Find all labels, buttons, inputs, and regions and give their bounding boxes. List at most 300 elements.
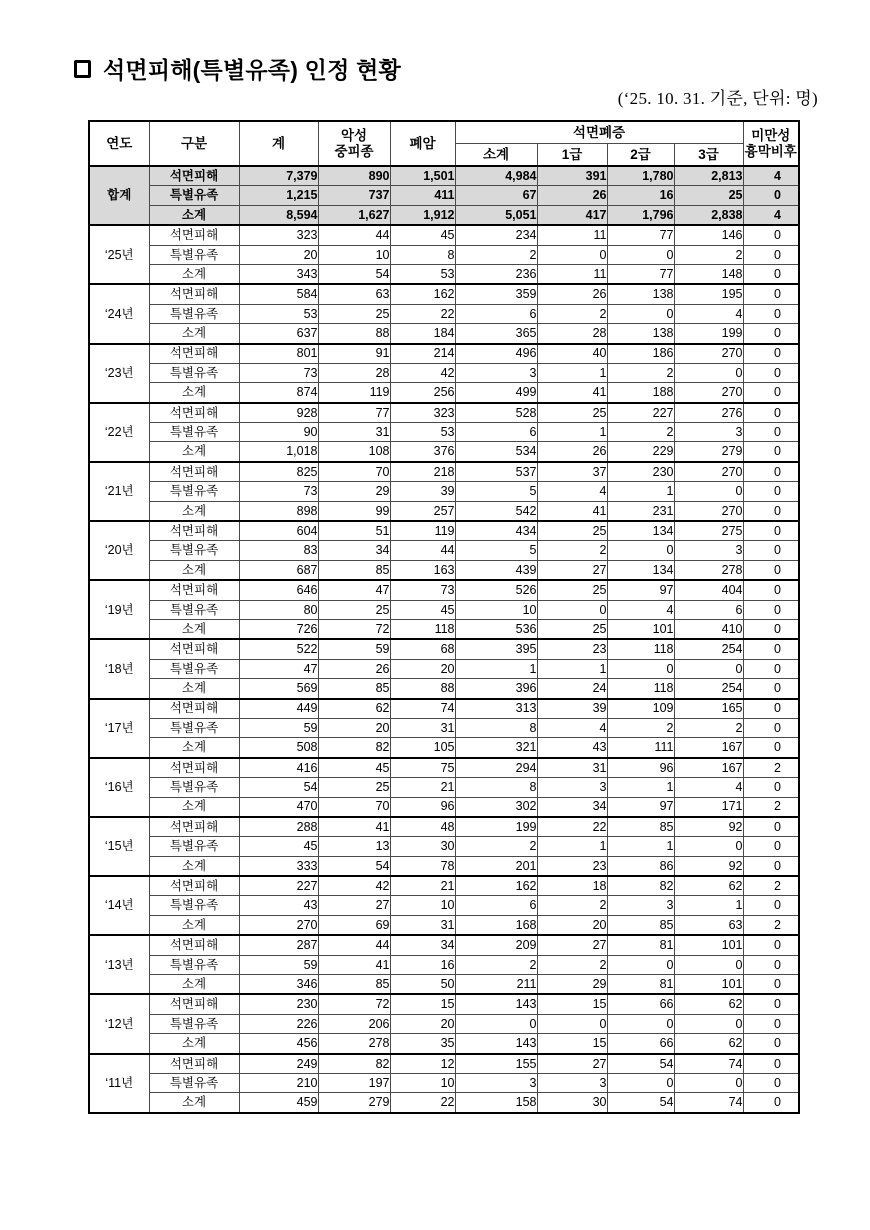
table-row xyxy=(89,738,799,758)
value-cell: 3 xyxy=(537,778,607,797)
value-cell: 1,912 xyxy=(390,205,455,225)
value-cell: 23 xyxy=(537,639,607,659)
value-cell: 496 xyxy=(455,344,537,364)
value-cell: 54 xyxy=(318,856,390,876)
value-cell: 75 xyxy=(390,758,455,778)
value-cell: 0 xyxy=(674,837,743,856)
year-cell: ‘18년 xyxy=(89,639,149,698)
value-cell: 0 xyxy=(607,245,674,264)
value-cell: 278 xyxy=(674,560,743,580)
value-cell: 0 xyxy=(674,363,743,382)
value-cell: 10 xyxy=(318,245,390,264)
value-cell: 42 xyxy=(390,363,455,382)
value-cell: 288 xyxy=(239,817,318,837)
value-cell: 201 xyxy=(455,856,537,876)
value-cell: 118 xyxy=(607,679,674,699)
value-cell: 62 xyxy=(674,1034,743,1054)
table-row xyxy=(89,245,799,264)
value-cell: 4,984 xyxy=(455,166,537,186)
value-cell: 27 xyxy=(537,560,607,580)
asbestos-recognition-table xyxy=(88,120,800,1114)
value-cell: 3 xyxy=(607,896,674,915)
value-cell: 321 xyxy=(455,738,537,758)
category-cell: 특별유족 xyxy=(149,186,239,205)
value-cell: 26 xyxy=(318,659,390,678)
value-cell: 44 xyxy=(318,935,390,955)
value-cell: 77 xyxy=(607,225,674,245)
value-cell: 59 xyxy=(239,718,318,737)
category-cell: 특별유족 xyxy=(149,659,239,678)
value-cell: 15 xyxy=(537,1034,607,1054)
value-cell: 43 xyxy=(537,738,607,758)
value-cell: 162 xyxy=(455,876,537,896)
value-cell: 118 xyxy=(390,619,455,639)
value-cell: 199 xyxy=(455,817,537,837)
value-cell: 21 xyxy=(390,778,455,797)
value-cell: 62 xyxy=(674,994,743,1014)
header-row-top xyxy=(89,121,799,144)
value-cell: 0 xyxy=(607,304,674,323)
header-asbestosis-group: 석면폐증 xyxy=(455,121,743,144)
page-title: 석면피해(특별유족) 인정 현황 xyxy=(103,57,401,83)
value-cell: 53 xyxy=(390,423,455,442)
value-cell: 1 xyxy=(537,363,607,382)
table-row xyxy=(89,166,799,186)
value-cell: 230 xyxy=(607,462,674,482)
value-cell: 53 xyxy=(390,264,455,284)
year-cell: ‘24년 xyxy=(89,284,149,343)
category-cell: 석면피해 xyxy=(149,284,239,304)
value-cell: 0 xyxy=(743,837,799,856)
value-cell: 3 xyxy=(674,423,743,442)
header-pleural-line2: 흉막비후 xyxy=(744,143,797,159)
value-cell: 825 xyxy=(239,462,318,482)
value-cell: 0 xyxy=(743,718,799,737)
header-pleural-thickening xyxy=(743,121,799,166)
value-cell: 0 xyxy=(743,975,799,995)
table-row xyxy=(89,580,799,600)
value-cell: 101 xyxy=(674,975,743,995)
table-row xyxy=(89,619,799,639)
table-row xyxy=(89,659,799,678)
value-cell: 82 xyxy=(318,738,390,758)
value-cell: 21 xyxy=(390,876,455,896)
value-cell: 54 xyxy=(607,1054,674,1074)
value-cell: 6 xyxy=(455,423,537,442)
value-cell: 25 xyxy=(318,600,390,619)
value-cell: 333 xyxy=(239,856,318,876)
value-cell: 45 xyxy=(239,837,318,856)
value-cell: 108 xyxy=(318,442,390,462)
value-cell: 88 xyxy=(318,324,390,344)
value-cell: 0 xyxy=(743,245,799,264)
value-cell: 91 xyxy=(318,344,390,364)
value-cell: 726 xyxy=(239,619,318,639)
value-cell: 66 xyxy=(607,994,674,1014)
value-cell: 236 xyxy=(455,264,537,284)
value-cell: 82 xyxy=(607,876,674,896)
value-cell: 66 xyxy=(607,1034,674,1054)
table-row xyxy=(89,344,799,364)
value-cell: 26 xyxy=(537,442,607,462)
value-cell: 199 xyxy=(674,324,743,344)
table-row xyxy=(89,324,799,344)
value-cell: 20 xyxy=(390,1014,455,1033)
value-cell: 26 xyxy=(537,284,607,304)
value-cell: 2 xyxy=(743,876,799,896)
table-row xyxy=(89,1054,799,1074)
value-cell: 4 xyxy=(743,205,799,225)
category-cell: 석면피해 xyxy=(149,225,239,245)
table-row xyxy=(89,699,799,719)
category-cell: 소계 xyxy=(149,264,239,284)
value-cell: 15 xyxy=(537,994,607,1014)
value-cell: 0 xyxy=(743,403,799,423)
value-cell: 22 xyxy=(390,1093,455,1113)
value-cell: 0 xyxy=(743,363,799,382)
header-lung-cancer: 폐암 xyxy=(390,121,455,166)
value-cell: 0 xyxy=(743,817,799,837)
value-cell: 16 xyxy=(390,955,455,974)
table-row xyxy=(89,205,799,225)
value-cell: 0 xyxy=(743,994,799,1014)
table-row xyxy=(89,758,799,778)
value-cell: 211 xyxy=(455,975,537,995)
value-cell: 96 xyxy=(607,758,674,778)
value-cell: 118 xyxy=(607,639,674,659)
value-cell: 411 xyxy=(390,186,455,205)
value-cell: 8,594 xyxy=(239,205,318,225)
value-cell: 313 xyxy=(455,699,537,719)
value-cell: 0 xyxy=(743,1034,799,1054)
category-cell: 특별유족 xyxy=(149,541,239,560)
table-row xyxy=(89,896,799,915)
value-cell: 97 xyxy=(607,580,674,600)
category-cell: 석면피해 xyxy=(149,462,239,482)
category-cell: 특별유족 xyxy=(149,1073,239,1092)
value-cell: 343 xyxy=(239,264,318,284)
category-cell: 석면피해 xyxy=(149,935,239,955)
value-cell: 0 xyxy=(743,225,799,245)
value-cell: 26 xyxy=(537,186,607,205)
value-cell: 48 xyxy=(390,817,455,837)
value-cell: 23 xyxy=(537,856,607,876)
value-cell: 101 xyxy=(607,619,674,639)
value-cell: 254 xyxy=(674,639,743,659)
value-cell: 30 xyxy=(537,1093,607,1113)
table-row xyxy=(89,501,799,521)
value-cell: 68 xyxy=(390,639,455,659)
table-row xyxy=(89,264,799,284)
category-cell: 석면피해 xyxy=(149,521,239,541)
value-cell: 15 xyxy=(390,994,455,1014)
value-cell: 41 xyxy=(537,383,607,403)
value-cell: 5,051 xyxy=(455,205,537,225)
value-cell: 0 xyxy=(607,541,674,560)
value-cell: 1,215 xyxy=(239,186,318,205)
header-asbestosis-grade2: 2급 xyxy=(607,144,674,167)
value-cell: 359 xyxy=(455,284,537,304)
value-cell: 3 xyxy=(537,1073,607,1092)
value-cell: 88 xyxy=(390,679,455,699)
value-cell: 39 xyxy=(390,482,455,501)
value-cell: 395 xyxy=(455,639,537,659)
value-cell: 92 xyxy=(674,817,743,837)
value-cell: 30 xyxy=(390,837,455,856)
value-cell: 20 xyxy=(537,915,607,935)
value-cell: 0 xyxy=(455,1014,537,1033)
table-row xyxy=(89,284,799,304)
value-cell: 0 xyxy=(743,896,799,915)
value-cell: 270 xyxy=(674,383,743,403)
value-cell: 1 xyxy=(674,896,743,915)
value-cell: 0 xyxy=(674,955,743,974)
value-cell: 167 xyxy=(674,758,743,778)
value-cell: 29 xyxy=(318,482,390,501)
year-cell: ‘25년 xyxy=(89,225,149,284)
value-cell: 214 xyxy=(390,344,455,364)
category-cell: 소계 xyxy=(149,560,239,580)
category-cell: 석면피해 xyxy=(149,580,239,600)
table-header xyxy=(89,121,799,166)
category-cell: 석면피해 xyxy=(149,639,239,659)
value-cell: 78 xyxy=(390,856,455,876)
value-cell: 138 xyxy=(607,284,674,304)
page-title-row xyxy=(74,52,401,85)
table-row xyxy=(89,778,799,797)
value-cell: 226 xyxy=(239,1014,318,1033)
value-cell: 2 xyxy=(537,541,607,560)
value-cell: 1 xyxy=(537,837,607,856)
value-cell: 0 xyxy=(743,186,799,205)
value-cell: 74 xyxy=(674,1093,743,1113)
value-cell: 2 xyxy=(537,304,607,323)
value-cell: 82 xyxy=(318,1054,390,1074)
value-cell: 0 xyxy=(743,1014,799,1033)
year-cell: ‘15년 xyxy=(89,817,149,876)
table-row xyxy=(89,856,799,876)
value-cell: 0 xyxy=(743,264,799,284)
value-cell: 254 xyxy=(674,679,743,699)
value-cell: 167 xyxy=(674,738,743,758)
value-cell: 0 xyxy=(743,659,799,678)
value-cell: 526 xyxy=(455,580,537,600)
category-cell: 석면피해 xyxy=(149,344,239,364)
value-cell: 25 xyxy=(537,580,607,600)
year-cell: ‘23년 xyxy=(89,344,149,403)
value-cell: 257 xyxy=(390,501,455,521)
value-cell: 256 xyxy=(390,383,455,403)
value-cell: 0 xyxy=(537,600,607,619)
value-cell: 72 xyxy=(318,994,390,1014)
value-cell: 0 xyxy=(537,245,607,264)
value-cell: 2 xyxy=(674,245,743,264)
value-cell: 188 xyxy=(607,383,674,403)
value-cell: 434 xyxy=(455,521,537,541)
value-cell: 47 xyxy=(239,659,318,678)
year-cell: 합계 xyxy=(89,166,149,225)
value-cell: 42 xyxy=(318,876,390,896)
value-cell: 1 xyxy=(607,482,674,501)
value-cell: 637 xyxy=(239,324,318,344)
table-row xyxy=(89,1034,799,1054)
value-cell: 0 xyxy=(743,778,799,797)
table-row xyxy=(89,560,799,580)
category-cell: 특별유족 xyxy=(149,363,239,382)
value-cell: 163 xyxy=(390,560,455,580)
value-cell: 604 xyxy=(239,521,318,541)
year-cell: ‘22년 xyxy=(89,403,149,462)
value-cell: 4 xyxy=(607,600,674,619)
value-cell: 162 xyxy=(390,284,455,304)
value-cell: 86 xyxy=(607,856,674,876)
value-cell: 11 xyxy=(537,264,607,284)
value-cell: 287 xyxy=(239,935,318,955)
value-cell: 439 xyxy=(455,560,537,580)
category-cell: 소계 xyxy=(149,383,239,403)
value-cell: 146 xyxy=(674,225,743,245)
value-cell: 459 xyxy=(239,1093,318,1113)
value-cell: 323 xyxy=(239,225,318,245)
value-cell: 0 xyxy=(743,324,799,344)
value-cell: 54 xyxy=(607,1093,674,1113)
value-cell: 101 xyxy=(674,935,743,955)
value-cell: 165 xyxy=(674,699,743,719)
value-cell: 184 xyxy=(390,324,455,344)
reference-date-note: (‘25. 10. 31. 기준, 단위: 명) xyxy=(617,89,818,108)
value-cell: 73 xyxy=(239,363,318,382)
year-cell: ‘11년 xyxy=(89,1054,149,1113)
value-cell: 31 xyxy=(390,915,455,935)
value-cell: 270 xyxy=(239,915,318,935)
value-cell: 4 xyxy=(537,718,607,737)
header-mesothelioma-line1: 악성 xyxy=(340,128,368,144)
value-cell: 45 xyxy=(390,600,455,619)
value-cell: 456 xyxy=(239,1034,318,1054)
category-cell: 특별유족 xyxy=(149,896,239,915)
value-cell: 25 xyxy=(537,521,607,541)
value-cell: 0 xyxy=(743,679,799,699)
value-cell: 2 xyxy=(455,837,537,856)
category-cell: 석면피해 xyxy=(149,758,239,778)
value-cell: 0 xyxy=(674,482,743,501)
value-cell: 34 xyxy=(537,797,607,817)
value-cell: 197 xyxy=(318,1073,390,1092)
value-cell: 74 xyxy=(674,1054,743,1074)
value-cell: 51 xyxy=(318,521,390,541)
header-total: 계 xyxy=(239,121,318,166)
category-cell: 소계 xyxy=(149,915,239,935)
value-cell: 0 xyxy=(743,423,799,442)
value-cell: 45 xyxy=(318,758,390,778)
value-cell: 25 xyxy=(674,186,743,205)
value-cell: 138 xyxy=(607,324,674,344)
value-cell: 20 xyxy=(318,718,390,737)
value-cell: 105 xyxy=(390,738,455,758)
year-cell: ‘14년 xyxy=(89,876,149,935)
value-cell: 85 xyxy=(607,915,674,935)
category-cell: 석면피해 xyxy=(149,994,239,1014)
value-cell: 40 xyxy=(537,344,607,364)
value-cell: 81 xyxy=(607,935,674,955)
value-cell: 28 xyxy=(537,324,607,344)
category-cell: 특별유족 xyxy=(149,718,239,737)
value-cell: 3 xyxy=(455,1073,537,1092)
year-cell: ‘12년 xyxy=(89,994,149,1053)
value-cell: 279 xyxy=(674,442,743,462)
value-cell: 537 xyxy=(455,462,537,482)
value-cell: 276 xyxy=(674,403,743,423)
value-cell: 1 xyxy=(607,778,674,797)
category-cell: 소계 xyxy=(149,442,239,462)
table-row xyxy=(89,975,799,995)
value-cell: 2 xyxy=(455,245,537,264)
value-cell: 569 xyxy=(239,679,318,699)
value-cell: 410 xyxy=(674,619,743,639)
value-cell: 0 xyxy=(743,462,799,482)
value-cell: 47 xyxy=(318,580,390,600)
value-cell: 85 xyxy=(318,679,390,699)
value-cell: 27 xyxy=(318,896,390,915)
category-cell: 소계 xyxy=(149,205,239,225)
value-cell: 85 xyxy=(607,817,674,837)
value-cell: 0 xyxy=(743,699,799,719)
value-cell: 376 xyxy=(390,442,455,462)
value-cell: 416 xyxy=(239,758,318,778)
value-cell: 1 xyxy=(537,659,607,678)
value-cell: 8 xyxy=(455,778,537,797)
value-cell: 294 xyxy=(455,758,537,778)
category-cell: 특별유족 xyxy=(149,1014,239,1033)
category-cell: 특별유족 xyxy=(149,778,239,797)
value-cell: 41 xyxy=(537,501,607,521)
year-cell: ‘16년 xyxy=(89,758,149,817)
table-row xyxy=(89,876,799,896)
value-cell: 2 xyxy=(455,955,537,974)
value-cell: 59 xyxy=(318,639,390,659)
value-cell: 1,796 xyxy=(607,205,674,225)
value-cell: 8 xyxy=(390,245,455,264)
value-cell: 928 xyxy=(239,403,318,423)
value-cell: 74 xyxy=(390,699,455,719)
category-cell: 석면피해 xyxy=(149,403,239,423)
value-cell: 542 xyxy=(455,501,537,521)
table-row xyxy=(89,423,799,442)
value-cell: 158 xyxy=(455,1093,537,1113)
value-cell: 4 xyxy=(743,166,799,186)
value-cell: 85 xyxy=(318,975,390,995)
value-cell: 0 xyxy=(743,1054,799,1074)
value-cell: 44 xyxy=(390,541,455,560)
value-cell: 34 xyxy=(318,541,390,560)
value-cell: 31 xyxy=(318,423,390,442)
value-cell: 0 xyxy=(743,383,799,403)
value-cell: 54 xyxy=(318,264,390,284)
category-cell: 소계 xyxy=(149,619,239,639)
value-cell: 0 xyxy=(743,1093,799,1113)
value-cell: 59 xyxy=(239,955,318,974)
category-cell: 소계 xyxy=(149,324,239,344)
table-row xyxy=(89,442,799,462)
value-cell: 92 xyxy=(674,856,743,876)
value-cell: 80 xyxy=(239,600,318,619)
value-cell: 470 xyxy=(239,797,318,817)
value-cell: 5 xyxy=(455,482,537,501)
category-cell: 특별유족 xyxy=(149,837,239,856)
year-cell: ‘13년 xyxy=(89,935,149,994)
table-row xyxy=(89,935,799,955)
value-cell: 365 xyxy=(455,324,537,344)
